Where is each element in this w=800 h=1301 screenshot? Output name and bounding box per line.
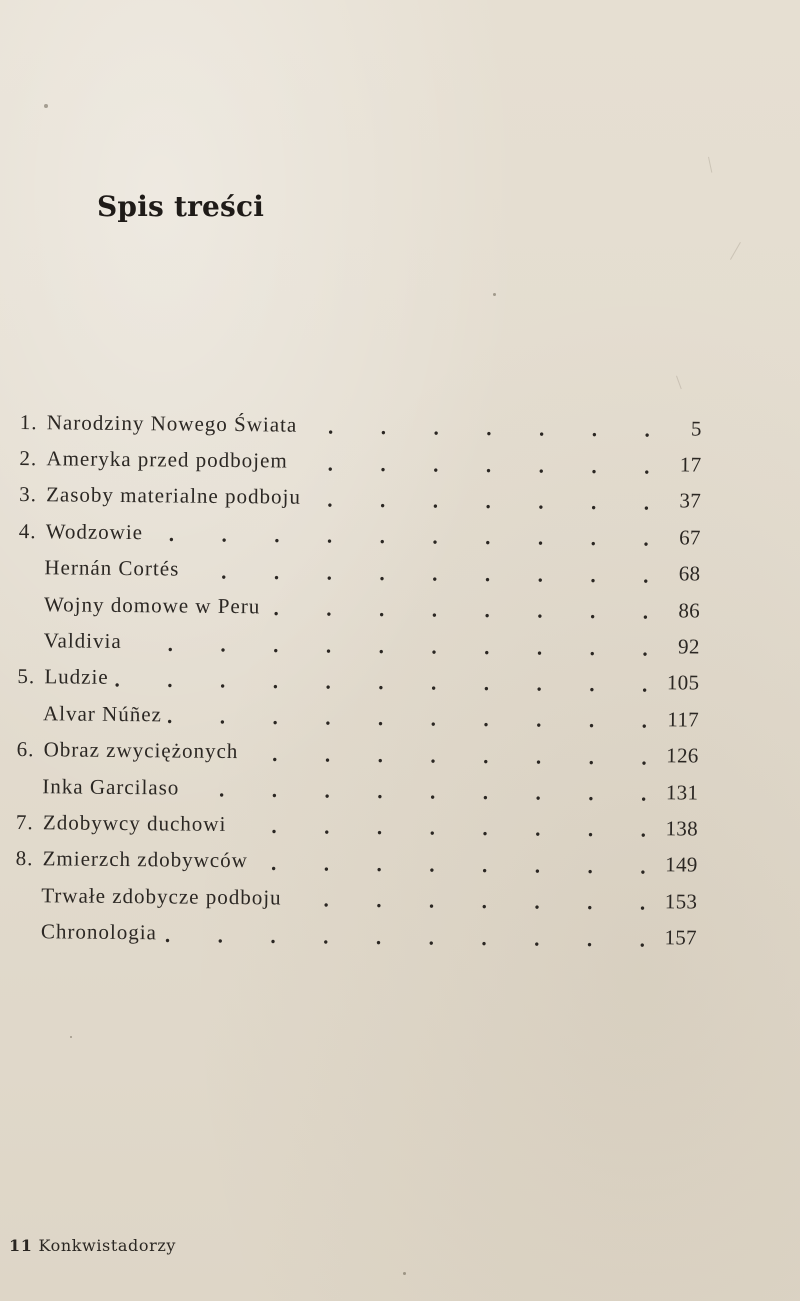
signature-footer — [9, 1236, 176, 1255]
dot-leader — [166, 697, 647, 738]
dot-leader — [230, 806, 646, 846]
signature-number: 11 — [9, 1236, 33, 1255]
page-title: Spis treści — [97, 190, 265, 223]
toc-entry-page: 105 — [666, 670, 700, 695]
toc-entry-title: Narodziny Nowego Świata — [46, 409, 298, 437]
toc-entry-number: 1. — [19, 409, 38, 434]
toc-entry-number: 8. — [15, 846, 34, 871]
dot-leader — [126, 623, 648, 664]
paper-fiber — [676, 376, 682, 389]
toc-entry-page: 37 — [679, 488, 702, 514]
toc-entry-title: Wojny domowe w Peru — [43, 591, 261, 618]
toc-entry-page: 68 — [678, 561, 701, 586]
dot-leader — [242, 734, 647, 774]
paper-speck — [403, 1272, 406, 1275]
toc-entry-number: 4. — [18, 518, 37, 544]
toc-entry-page: 149 — [665, 852, 698, 877]
table-of-contents — [15, 404, 702, 956]
toc-entry-title: Zmierzch zdobywców — [42, 846, 248, 873]
toc-entry-title: Obraz zwyciężonych — [43, 737, 239, 764]
toc-entry-title: Wodzowie — [45, 519, 144, 545]
toc-entry-title: Alvar Núñez — [42, 701, 163, 727]
paper-speck — [44, 104, 48, 108]
dot-leader — [161, 915, 645, 956]
paper-fiber — [708, 157, 712, 173]
signature-title: Konkwistadorzy — [38, 1236, 177, 1255]
toc-entry-number: 3. — [19, 482, 37, 507]
dot-leader — [183, 769, 646, 810]
toc-entry-title: Hernán Cortés — [44, 555, 180, 581]
toc-entry-title: Trwałe zdobycze podboju — [41, 882, 282, 910]
paper-fiber — [730, 242, 741, 260]
toc-entry-title: Zdobywcy duchowi — [42, 810, 227, 836]
toc-entry-page: 157 — [664, 925, 698, 950]
toc-entry-title: Valdivia — [43, 628, 122, 654]
toc-entry-page: 92 — [677, 634, 700, 659]
toc-entry-page: 5 — [690, 416, 702, 441]
dot-leader — [285, 880, 645, 920]
toc-entry-page: 117 — [667, 707, 700, 732]
toc-entry-page: 138 — [665, 816, 699, 841]
toc-entry-page: 67 — [679, 525, 701, 550]
toc-entry-page: 17 — [679, 452, 702, 477]
dot-leader — [264, 588, 648, 628]
dot-leader — [252, 843, 646, 883]
paper-speck — [493, 293, 496, 296]
toc-entry-title: Inka Garcilaso — [42, 773, 180, 800]
toc-entry-title: Zasoby materialne podboju — [46, 482, 302, 510]
toc-entry-number: 2. — [19, 446, 38, 471]
toc-entry-page: 131 — [665, 779, 699, 805]
toc-entry-title: Ludzie — [44, 664, 109, 690]
dot-leader — [183, 551, 648, 592]
toc-entry-page: 126 — [666, 743, 699, 768]
toc-entry-number: 5. — [17, 664, 36, 689]
toc-entry-page: 153 — [664, 888, 698, 914]
dot-leader — [147, 514, 649, 555]
dot-leader — [113, 660, 648, 702]
dot-leader — [301, 407, 650, 447]
toc-subentry — [15, 913, 697, 956]
toc-entry-title: Ameryka przed podbojem — [46, 446, 288, 473]
toc-entry-number: 7. — [15, 809, 34, 835]
dot-leader — [305, 480, 650, 520]
toc-entry-title: Chronologia — [40, 919, 158, 945]
paper-speck — [70, 1036, 72, 1038]
toc-entry-number: 6. — [16, 737, 35, 762]
dot-leader — [292, 443, 650, 483]
toc-entry-page: 86 — [678, 597, 701, 623]
